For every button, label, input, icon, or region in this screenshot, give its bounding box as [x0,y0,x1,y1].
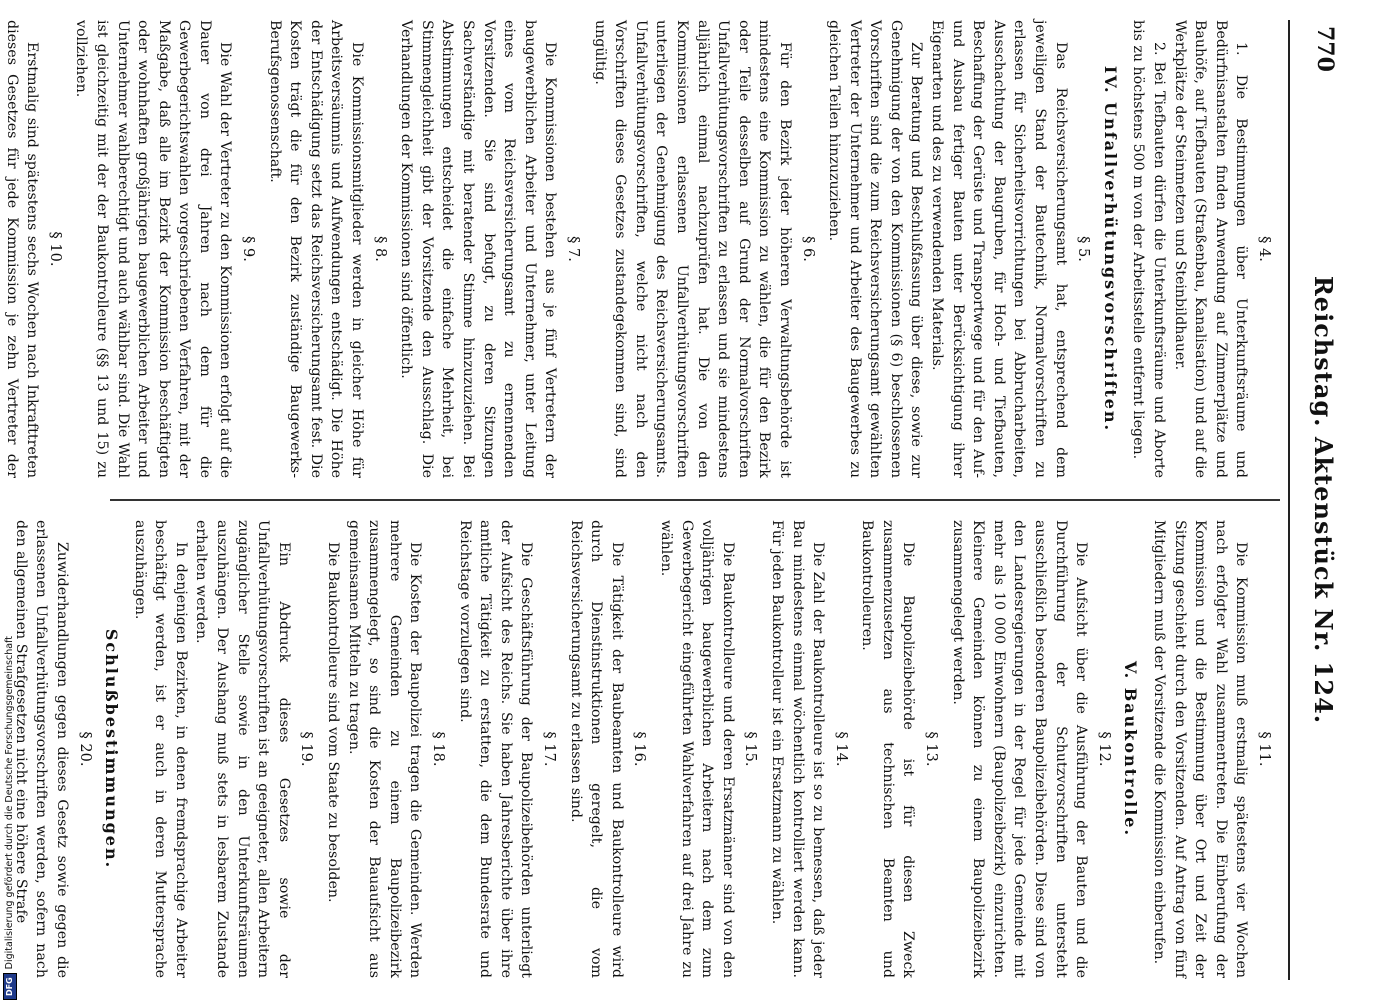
digitization-credit-text: Digitalisierung gefördert durch die Deutsche Forschungsgemeinschaft [4,636,15,970]
section-16-paragraph-1: Die Tätigkeit der Baubeamten und Baukontrolleure wird durch Dienstinstruktionen geregelt, die vom Reichsversicherungsamt zu erlassen sind. [567,520,625,978]
section-19-paragraph-2: In denjenigen Bezirken, in denen fremdsprachige Arbeiter beschäftigt werden, ist er auch in deren Muttersprache auszuhängen. [131,520,189,978]
section-12-sign: § 12. [1095,731,1112,767]
final-provisions-heading: Schlußbestimmungen. [102,628,122,870]
section-9-paragraph-1: Die Wahl der Vertreter zu den Kommissionen erfolgt auf die Dauer von drei Jahren nach dem für die Gewerbegerichtswahlen vorgeschriebenen Verfahren, mit der Maßgabe, daß alle im Bezirk der Kommission beschäftigten oder wohnhaften großjährigen baugewerblichen Arbeiter und Unternehmer wahlberechtigt und auch wählbar sind. Die Wahl ist gleichzeitig mit der der Baukontrolleure (§§ 13 und 15) zu vollziehen. [73,20,234,478]
page-header [1288,20,1342,980]
page-number: 770 [1312,26,1338,72]
left-column [3,20,1280,478]
section-12-paragraph-1: Die Aufsicht über die Ausführung der Bauten und die Durchführung der Schutzvorschriften untersteht ausschließlich besonderen Baupolizeibehörden. Diese sind von den Landesregierungen in der Regel für jede Gemeinde mit mehr als 10 000 Einwohnern (Baupolizeibezirk) einzurichten. Kleinere Gemeinden können zu einem Baupolizeibezirk zusammengelegt werden. [949,520,1090,978]
section-5-paragraph-1: Das Reichsversicherungsamt hat, entsprechend dem jeweiligen Stand der Bautechnik, Normalvorschriften zu erlassen für Sicherheitsvorrichtungen bei Abbrucharbeiten, Ausschachtung der Baugruben, für Hoch- und Tiefbauten, Beschaffung der Gerüste und Transportwege und für den Auf- und Ausbau fertiger Bauten unter Berücksichtigung ihrer Eigenarten und des zu verwendenden Materials. [929,20,1069,478]
digitization-credit-text-wrap [2,610,18,1000]
section-18-sign: § 18. [430,731,447,767]
chapter-v-heading: V. Baukontrolle. [1121,660,1141,838]
running-title: Reichstag. Aktenstück Nr. 124. [1309,275,1338,725]
section-16-sign: § 16. [631,731,648,767]
section-13-paragraph-1: Die Baupolizeibehörde ist für diesen Zweck zusammenzusetzen aus technischen Beamten und Baukontrolleuren. [859,520,917,978]
section-20-sign: § 20. [76,731,93,767]
section-14-sign: § 14. [832,731,849,767]
section-15-paragraph-1: Die Baukontrolleure und deren Ersatzmänner sind von den volljährigen baugewerblichen Arbeitern nach dem zum Gewerbegericht eingeführten Wahlverfahren auf drei Jahre zu wählen. [657,520,736,978]
section-4-paragraph-1: 1. Die Bestimmungen über Unterkunftsräume und Bedürfnisanstalten finden Anwendung auf Zimmerplätze und Bauhöfe, auf Tiefbauten (Straßenbau, Kanalisation) und auf die Werkplätze der Steinmetzen und Steinbildhauer. [1171,20,1250,478]
section-18-paragraph-2: Die Baukontrolleure sind vom Staate zu besolden. [325,542,342,903]
section-7-paragraph-1: Die Kommissionen bestehen aus je fünf Vertretern der baugewerblichen Arbeiter und Unternehmer, unter Leitung eines vom Reichsversicherungsamt zu ernennenden Vorsitzenden. Sie sind befugt, zu deren Sitzungen Sachverständige mit beratender Stimme hinzuzuziehen. Bei Abstimmungen entscheidet die einfache Mehrheit, bei Stimmengleichheit gibt der Vorsitzende den Ausschlag. Die Verhandlungen der Kommissionen sind öffentlich. [398,20,559,478]
section-8-sign: § 8. [371,236,388,262]
section-10-sign: § 10. [46,231,63,267]
section-18-paragraph-1: Die Kosten der Baupolizei tragen die Gemeinden. Werden mehrere Gemeinden zu einem Baupolizeibezirk zusammengelegt, so sind die Kosten der Bauaufsicht aus gemeinsamen Mitteln zu tragen. [345,520,424,978]
section-10-paragraph-1: Erstmalig sind spätestens sechs Wochen nach Inkrafttreten dieses Gesetzes für jede Kommission je zehn Vertreter der [3,20,41,478]
section-17-paragraph-1: Die Geschäftsführung der Baupolizeibehörden unterliegt der Aufsicht des Reichs. Sie haben Jahresberichte über ihre amtliche Tätigkeit zu erstatten, die dem Bundesrate und Reichstage vorzulegen sind. [456,520,535,978]
section-6-paragraph-1: Für den Bezirk jeder höheren Verwaltungsbehörde ist mindestens eine Kommission zu wählen, die für den Bezirk oder Teile desselben auf Grund der Normalvorschriften Unfallverhütungsvorschriften zu erlassen und sie mindestens alljährlich einmal nachzuprüfen hat. Die von den Kommissionen erlassenen Unfallverhütungsvorschriften unterliegen der Genehmigung des Reichsversicherungsamts. Unfallverhütungsvorschriften, welche nicht nach den Vorschriften dieses Gesetzes zustandegekommen sind, sind ungültig. [591,20,793,478]
section-5-sign: § 5. [1075,236,1092,262]
right-column [12,520,1280,978]
section-14-paragraph-1: Die Zahl der Baukontrolleure ist so zu bemessen, daß jeder Bau mindestens einmal wöchentlich kontrolliert werden kann. Für jeden Baukontrolleur ist ein Ersatzmann zu wählen. [768,520,827,978]
digitization-credit [2,610,18,1000]
section-8-paragraph-1: Die Kommissionsmitglieder werden in gleicher Höhe für Arbeitsversäumnis und Aufwendungen entschädigt. Die Höhe der Entschädigung setzt das Reichsversicherungsamt fest. Die Kosten trägt die für den Bezirk zuständige Baugewerks-Berufsgenossenschaft. [266,20,366,478]
section-19-paragraph-1: Ein Abdruck dieses Gesetzes sowie der Unfallverhütungsvorschriften ist an geeigneter, allen Arbeitern zugänglicher Stelle sowie in den Unterkunftsräumen auszuhängen. Der Aushang muß stets in lesbarem Zustande erhalten werden. [193,520,292,978]
section-4-paragraph-2: 2. Bei Tiefbauten dürfen die Unterkunftsräume und Aborte bis zu höchstens 500 m von der Arbeitsstelle entfernt liegen. [1130,20,1168,478]
section-11-paragraph-1: Die Kommission muß erstmalig spätestens vier Wochen nach erfolgter Wahl zusammentreten. Die Einberufung der Kommission und die Bestimmung über Ort und Zeit der Sitzung geschieht durch den Vorsitzenden. Auf Antrag von fünf Mitgliedern muß der Vorsitzende die Kommission einberufen. [1151,520,1250,978]
dfg-logo-icon: DFG [3,973,17,1000]
section-13-sign: § 13. [923,731,940,767]
column-divider [110,499,1280,501]
section-19-sign: § 19. [298,731,315,767]
section-4-sign: § 4. [1256,236,1272,262]
section-17-sign: § 17. [541,731,557,767]
chapter-iv-heading: IV. Unfallverhütungsvorschriften. [1100,65,1120,433]
section-11-sign: § 11. [1256,731,1272,767]
section-7-sign: § 7. [565,236,581,262]
section-5-paragraph-2: Zur Beratung und Beschlußfassung über diese, sowie zur Genehmigung der von den Kommissionen (§ 6) beschlossenen Vorschriften sind die zum Reichsversicherungsamt gewählten Vertreter der Unternehmer und Arbeiter des Baugewerbes zu gleichen Teilen hinzuzuziehen. [826,20,925,478]
section-9-sign: § 9. [240,236,257,262]
section-6-sign: § 6. [799,236,816,262]
section-15-sign: § 15. [742,731,759,767]
section-20-paragraph-1: Zuwiderhandlungen gegen dieses Gesetz sowie gegen die erlassenen Unfallverhütungsvorschriften werden, sofern nach den allgemeinen Strafgesetzen nicht eine höhere Strafe [12,520,70,978]
